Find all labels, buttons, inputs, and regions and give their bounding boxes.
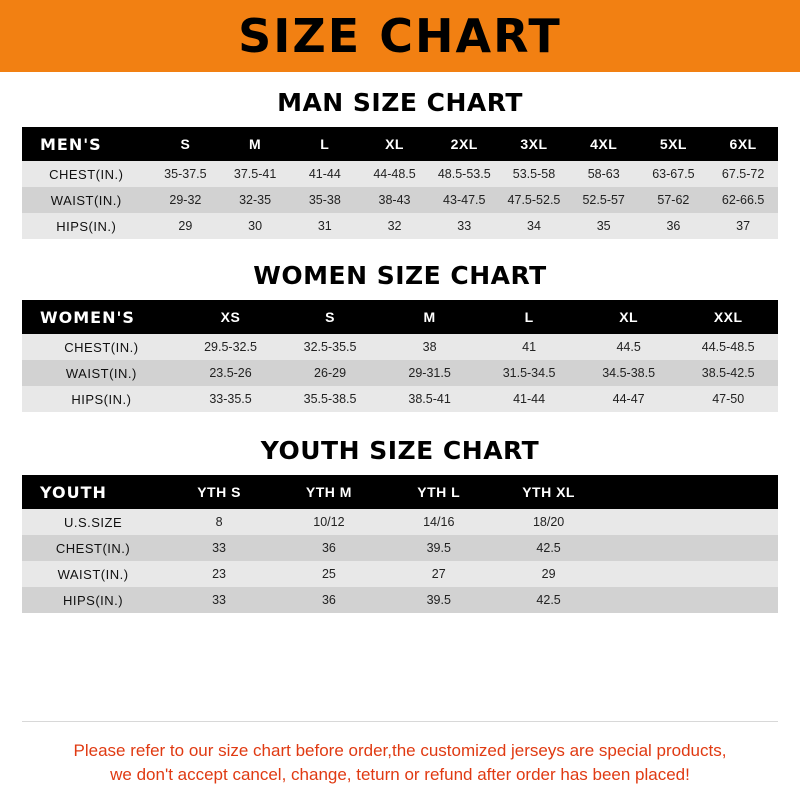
- man-chest-3xl: 53.5-58: [499, 161, 569, 187]
- header-band-left: [0, 0, 22, 72]
- youth-row-spacer: [604, 561, 778, 587]
- women-chest-l: 41: [479, 334, 579, 360]
- header-band-right: [778, 0, 800, 72]
- man-chest-5xl: 63-67.5: [639, 161, 709, 187]
- youth-section-title: YOUTH SIZE CHART: [260, 436, 540, 465]
- man-chest-6xl: 67.5-72: [708, 161, 778, 187]
- women-chest-xs: 29.5-32.5: [181, 334, 281, 360]
- women-hips-s: 35.5-38.5: [280, 386, 380, 412]
- women-row-label-hips: HIPS(IN.): [22, 386, 181, 412]
- man-size-6xl: 6XL: [708, 127, 778, 161]
- youth-row-label-chest: CHEST(IN.): [22, 535, 164, 561]
- women-section-title: WOMEN SIZE CHART: [253, 261, 547, 290]
- table-row: [22, 213, 778, 239]
- women-hips-xl: 44-47: [579, 386, 679, 412]
- man-size-l: L: [290, 127, 360, 161]
- women-size-l: L: [479, 300, 579, 334]
- man-size-s: S: [151, 127, 221, 161]
- table-header-row: [22, 475, 778, 509]
- youth-ussize-l: 14/16: [384, 509, 494, 535]
- man-size-5xl: 5XL: [639, 127, 709, 161]
- man-row-label-chest: CHEST(IN.): [22, 161, 151, 187]
- man-hips-s: 29: [151, 213, 221, 239]
- women-chest-xl: 44.5: [579, 334, 679, 360]
- table-row: [22, 334, 778, 360]
- youth-row-label-hips: HIPS(IN.): [22, 587, 164, 613]
- footer-note: [22, 739, 778, 788]
- youth-chest-m: 36: [274, 535, 384, 561]
- man-row-label-waist: WAIST(IN.): [22, 187, 151, 213]
- man-waist-s: 29-32: [151, 187, 221, 213]
- man-waist-5xl: 57-62: [639, 187, 709, 213]
- women-hips-xs: 33-35.5: [181, 386, 281, 412]
- man-hips-xl: 32: [360, 213, 430, 239]
- youth-row-spacer: [604, 509, 778, 535]
- table-header-row: [22, 300, 778, 334]
- youth-row-label-waist: WAIST(IN.): [22, 561, 164, 587]
- women-size-table: [22, 300, 778, 412]
- man-waist-xl: 38-43: [360, 187, 430, 213]
- youth-row-spacer: [604, 587, 778, 613]
- man-waist-6xl: 62-66.5: [708, 187, 778, 213]
- man-waist-2xl: 43-47.5: [429, 187, 499, 213]
- women-size-s: S: [280, 300, 380, 334]
- women-size-xs: XS: [181, 300, 281, 334]
- man-hips-m: 30: [220, 213, 290, 239]
- man-header-label: MEN'S: [22, 127, 151, 161]
- youth-size-xl: YTH XL: [494, 475, 604, 509]
- man-hips-5xl: 36: [639, 213, 709, 239]
- man-chest-xl: 44-48.5: [360, 161, 430, 187]
- man-waist-3xl: 47.5-52.5: [499, 187, 569, 213]
- women-row-label-chest: CHEST(IN.): [22, 334, 181, 360]
- man-size-4xl: 4XL: [569, 127, 639, 161]
- man-waist-m: 32-35: [220, 187, 290, 213]
- table-row: [22, 187, 778, 213]
- women-waist-m: 29-31.5: [380, 360, 480, 386]
- women-waist-xl: 34.5-38.5: [579, 360, 679, 386]
- man-size-2xl: 2XL: [429, 127, 499, 161]
- man-chest-m: 37.5-41: [220, 161, 290, 187]
- youth-hips-xl: 42.5: [494, 587, 604, 613]
- man-hips-l: 31: [290, 213, 360, 239]
- man-hips-6xl: 37: [708, 213, 778, 239]
- youth-hips-m: 36: [274, 587, 384, 613]
- man-size-table: [22, 127, 778, 239]
- man-size-m: M: [220, 127, 290, 161]
- footer-note-line2: we don't accept cancel, change, teturn or refund after order has been placed!: [110, 765, 690, 785]
- youth-row-label-ussize: U.S.SIZE: [22, 509, 164, 535]
- women-size-m: M: [380, 300, 480, 334]
- women-waist-l: 31.5-34.5: [479, 360, 579, 386]
- table-header-row: [22, 127, 778, 161]
- man-chest-4xl: 58-63: [569, 161, 639, 187]
- man-waist-l: 35-38: [290, 187, 360, 213]
- footer-note-line1: Please refer to our size chart before order,the customized jerseys are special products,: [73, 740, 727, 760]
- man-waist-4xl: 52.5-57: [569, 187, 639, 213]
- table-row: [22, 161, 778, 187]
- youth-chest-xl: 42.5: [494, 535, 604, 561]
- man-chest-s: 35-37.5: [151, 161, 221, 187]
- women-size-xxl: XXL: [678, 300, 778, 334]
- man-hips-3xl: 34: [499, 213, 569, 239]
- women-chest-xxl: 44.5-48.5: [678, 334, 778, 360]
- youth-header-label: YOUTH: [22, 475, 164, 509]
- youth-header-spacer: [604, 475, 778, 509]
- youth-hips-l: 39.5: [384, 587, 494, 613]
- youth-waist-m: 25: [274, 561, 384, 587]
- youth-waist-s: 23: [164, 561, 274, 587]
- youth-chest-s: 33: [164, 535, 274, 561]
- youth-waist-l: 27: [384, 561, 494, 587]
- women-waist-xs: 23.5-26: [181, 360, 281, 386]
- youth-hips-s: 33: [164, 587, 274, 613]
- youth-size-table: [22, 475, 778, 613]
- man-hips-4xl: 35: [569, 213, 639, 239]
- man-size-xl: XL: [360, 127, 430, 161]
- youth-ussize-m: 10/12: [274, 509, 384, 535]
- table-row: [22, 535, 778, 561]
- table-row: [22, 587, 778, 613]
- youth-row-spacer: [604, 535, 778, 561]
- women-hips-m: 38.5-41: [380, 386, 480, 412]
- man-chest-l: 41-44: [290, 161, 360, 187]
- table-row: [22, 360, 778, 386]
- women-chest-s: 32.5-35.5: [280, 334, 380, 360]
- women-chest-m: 38: [380, 334, 480, 360]
- table-row: [22, 386, 778, 412]
- man-chest-2xl: 48.5-53.5: [429, 161, 499, 187]
- page-title: SIZE CHART: [238, 9, 562, 63]
- man-hips-2xl: 33: [429, 213, 499, 239]
- youth-chest-l: 39.5: [384, 535, 494, 561]
- man-row-label-hips: HIPS(IN.): [22, 213, 151, 239]
- table-row: [22, 561, 778, 587]
- women-waist-xxl: 38.5-42.5: [678, 360, 778, 386]
- women-waist-s: 26-29: [280, 360, 380, 386]
- youth-size-l: YTH L: [384, 475, 494, 509]
- youth-ussize-s: 8: [164, 509, 274, 535]
- women-size-xl: XL: [579, 300, 679, 334]
- table-row: [22, 509, 778, 535]
- youth-waist-xl: 29: [494, 561, 604, 587]
- page-header: [22, 0, 778, 72]
- women-hips-l: 41-44: [479, 386, 579, 412]
- youth-ussize-xl: 18/20: [494, 509, 604, 535]
- youth-size-s: YTH S: [164, 475, 274, 509]
- women-header-label: WOMEN'S: [22, 300, 181, 334]
- youth-size-m: YTH M: [274, 475, 384, 509]
- women-row-label-waist: WAIST(IN.): [22, 360, 181, 386]
- man-size-3xl: 3XL: [499, 127, 569, 161]
- footer-divider: [22, 721, 778, 722]
- women-hips-xxl: 47-50: [678, 386, 778, 412]
- content-area: [0, 72, 800, 800]
- man-section-title: MAN SIZE CHART: [277, 88, 523, 117]
